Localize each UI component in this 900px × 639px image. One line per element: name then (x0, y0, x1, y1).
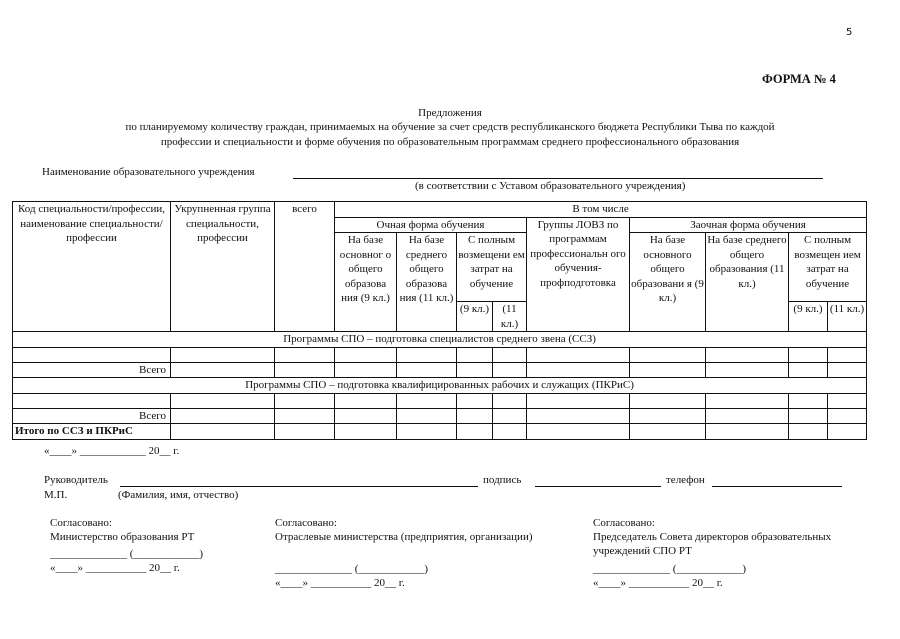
date-line[interactable]: «____» ____________ 20__ г. (44, 445, 180, 457)
header-total: всего (275, 202, 335, 332)
heading-line-1: Предложения (418, 107, 482, 119)
institution-note: (в соответствии с Уставом образовательного учреждения) (415, 180, 686, 192)
total-label: Всего (13, 362, 171, 378)
table-row[interactable] (13, 347, 867, 362)
sign-label: подпись (483, 474, 522, 486)
sign-field[interactable] (535, 486, 661, 487)
approval-2-date[interactable]: «____» ___________ 20__ г. (275, 577, 405, 589)
approval-2-signature[interactable]: ______________ (____________) (275, 563, 429, 575)
header-ft-basic: На базе основног о общего образова ния (9 кл.) (335, 233, 397, 332)
header-ft-g11: (11 кл.) (493, 302, 527, 332)
proposal-table (12, 201, 867, 440)
section-ssz: Программы СПО – подготовка специалистов среднего звена (ССЗ) (13, 332, 867, 348)
total-label: Всего (13, 408, 171, 424)
phone-field[interactable] (712, 486, 842, 487)
header-ft-secondary: На базе среднего общего образова ния (11 кл.) (397, 233, 457, 332)
approval-1-agreed: Согласовано: (50, 517, 112, 529)
header-ft-full-comp: С полным возмещени ем затрат на обучение (457, 233, 527, 302)
header-pt-g11: (11 кл.) (828, 302, 867, 332)
approval-2-org: Отраслевые министерства (предприятия, организации) (275, 531, 533, 543)
heading-line-2: по планируемому количеству граждан, принимаемых на обучение за счет средств республиканского бюджета Республики Тыва по каждой (125, 121, 775, 133)
approval-1-signature[interactable]: ______________ (____________) (50, 548, 204, 560)
approval-3-agreed: Согласовано: (593, 517, 655, 529)
head-name-field[interactable] (120, 486, 478, 487)
fio-label: (Фамилия, имя, отчество) (118, 489, 239, 501)
header-in-that: В том числе (335, 202, 867, 218)
institution-field[interactable] (293, 178, 823, 179)
approval-3-signature[interactable]: ______________ (____________) (593, 563, 747, 575)
header-pt-g9: (9 кл.) (789, 302, 828, 332)
approval-3-org-line-2: учреждений СПО РТ (593, 545, 692, 557)
mp-label: М.П. (44, 489, 68, 501)
grand-total-label: Итого по ССЗ и ПКРиС (13, 424, 171, 440)
header-code: Код специальности/профессии, наименование специальности/ профессии (13, 202, 171, 332)
header-part-time: Заочная форма обучения (630, 217, 867, 233)
page-number: 5 (846, 27, 853, 38)
phone-label: телефон (666, 474, 705, 486)
header-pt-full-comp: С полным возмещен ием затрат на обучение (789, 233, 867, 302)
approval-1-org: Министерство образования РТ (50, 531, 195, 543)
header-pt-basic: На базе основного общего образовани я (9 кл.) (630, 233, 706, 332)
approval-1-date[interactable]: «____» ___________ 20__ г. (50, 562, 180, 574)
table-row[interactable] (13, 393, 867, 408)
header-lovz: Группы ЛОВЗ по программам профессиональн ого обучения- профподготовка (527, 217, 630, 332)
table-row-total[interactable] (13, 408, 867, 424)
section-pkris: Программы СПО – подготовка квалифицированных рабочих и служащих (ПКРиС) (13, 378, 867, 394)
approval-3-org: Председатель Совета директоров образовательных (593, 531, 832, 543)
head-label: Руководитель (44, 474, 108, 486)
table-row-total[interactable] (13, 362, 867, 378)
header-pt-secondary: На базе среднего общего образования (11 кл.) (706, 233, 789, 332)
table-row-grand-total[interactable] (13, 424, 867, 440)
header-ft-g9: (9 кл.) (457, 302, 493, 332)
form-label: ФОРМА № 4 (762, 72, 836, 86)
approval-3-date[interactable]: «____» ___________ 20__ г. (593, 577, 723, 589)
header-group: Укрупненная группа специальности, профессии (171, 202, 275, 332)
approval-2-agreed: Согласовано: (275, 517, 337, 529)
heading-line-3: профессии и специальности и форме обучения по образовательным программам среднего профессионального образования (160, 136, 740, 148)
institution-label: Наименование образовательного учреждения (42, 166, 255, 178)
header-full-time: Очная форма обучения (335, 217, 527, 233)
